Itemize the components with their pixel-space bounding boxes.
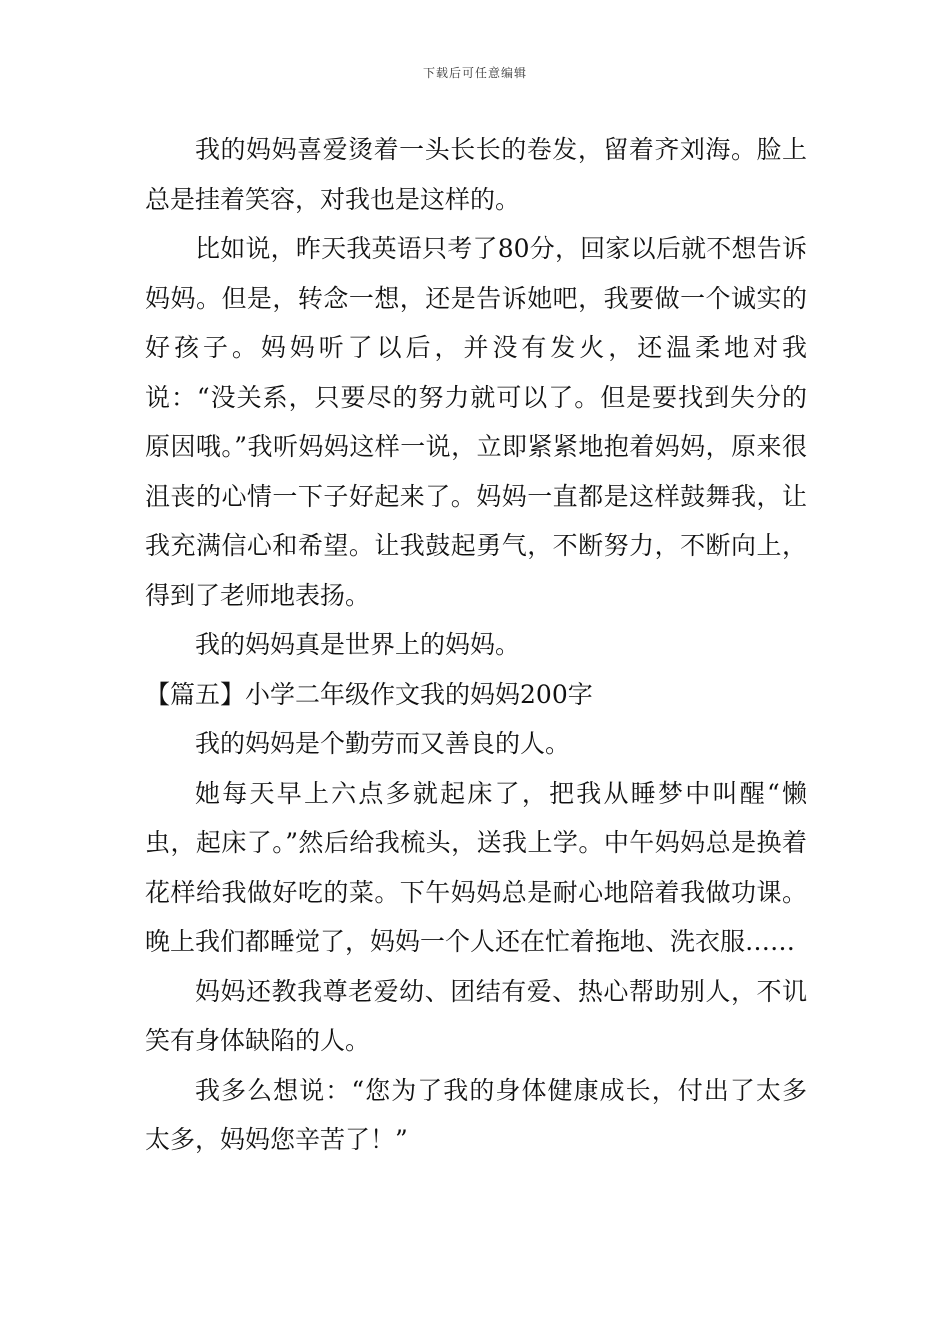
paragraph: 我的妈妈是个勤劳而又善良的人。 (195, 729, 571, 758)
paragraph: 我的妈妈喜爱烫着一头长长的卷发，留着齐刘海。脸上总是挂着笑容，对我也是这样的。 (145, 135, 807, 214)
paragraph: 妈妈还教我尊老爱幼、团结有爱、热心帮助别人，不讥笑有身体缺陷的人。 (145, 976, 807, 1055)
paragraph: 我的妈妈真是世界上的妈妈。 (195, 630, 521, 659)
page-header: 下载后可任意编辑 (422, 66, 527, 80)
section-heading: 【篇五】小学二年级作文我的妈妈200字 (145, 679, 593, 709)
paragraph: 比如说，昨天我英语只考了80分，回家以后就不想告诉妈妈。但是，转念一想，还是告诉她吧，我要做一个诚实的好孩子。妈妈听了以后，并没有发火，还温柔地对我说：“没关系，只要尽的努力就可以了。但是要找到失分的原因哦。”我听妈妈这样一说，立即紧紧地抱着妈妈，原来很沮丧的心情一下子好起来了。妈妈一直都是这样鼓舞我，让我充满信心和希望。让我鼓起勇气，不断努力，不断向上，得到了老师地表扬。 (145, 234, 807, 610)
paragraph: 她每天早上六点多就起床了，把我从睡梦中叫醒“懒虫，起床了。”然后给我梳头，送我上学。中午妈妈总是换着花样给我做好吃的菜。下午妈妈总是耐心地陪着我做功课。晚上我们都睡觉了，妈妈一个人还在忙着拖地、洗衣服…… (145, 778, 807, 956)
document-body (145, 125, 807, 1165)
paragraph: 我多么想说：“您为了我的身体健康成长，付出了太多太多，妈妈您辛苦了！” (145, 1075, 807, 1154)
